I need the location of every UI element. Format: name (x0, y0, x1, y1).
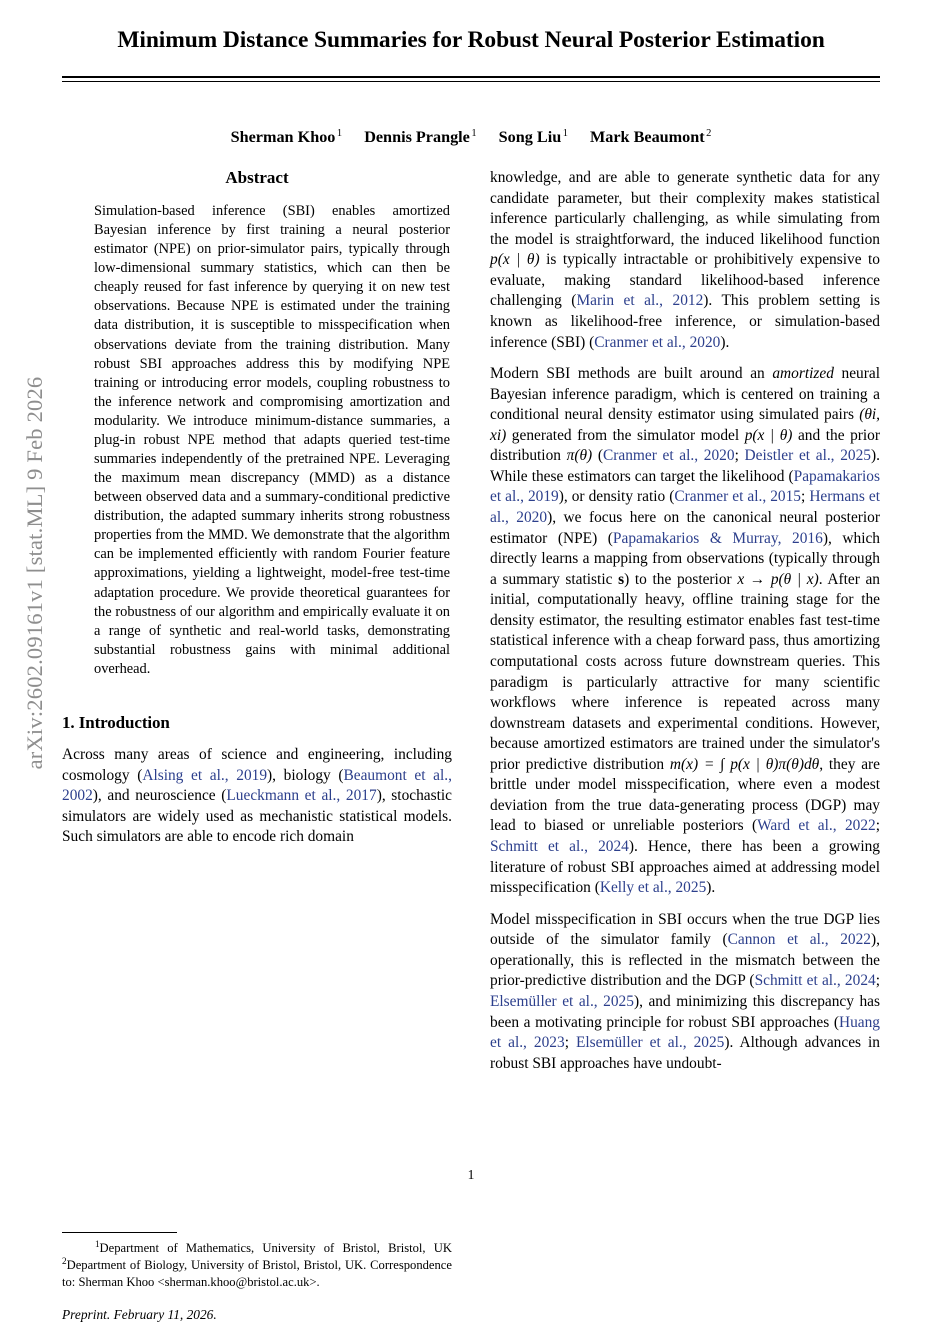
left-column (62, 168, 453, 1322)
inline-math: π(θ) (566, 447, 593, 465)
citation-link[interactable]: Elsemüller et al., 2025 (575, 1034, 725, 1052)
citation-link[interactable]: Cannon et al., 2022 (727, 931, 872, 949)
inline-math: x → p(θ | x) (737, 570, 819, 588)
citation-link[interactable]: Elsemüller et al., 2025 (490, 992, 634, 1010)
footnote-text-2: Department of Biology, University of Bristol, Bristol, UK. Correspondence to: Sherman Khoo <sherman.khoo@bristol.ac.uk>. (62, 1258, 452, 1289)
author-name: Mark Beaumont (590, 127, 705, 146)
right-column (490, 168, 880, 1085)
title-divider (62, 76, 880, 81)
text-run: neural Bayesian inference paradigm, which is centered on training a conditional neural density estimator using simulated pairs (490, 365, 880, 424)
citation-link[interactable]: Papamakarios & Murray, 2016 (612, 529, 823, 547)
citation-link[interactable]: Huang et al., 2023 (490, 1013, 880, 1052)
citation-link[interactable]: Ward et al., 2022 (757, 817, 876, 835)
author-entry (231, 128, 343, 146)
author-name: Sherman Khoo (230, 127, 336, 146)
footnote-text-1: Department of Mathematics, University of Bristol, Bristol, UK (99, 1241, 452, 1256)
citation-link[interactable]: Schmitt et al., 2024 (754, 972, 876, 990)
paper-page (62, 0, 881, 1322)
author-entry (499, 128, 568, 146)
author-affiliation-marker: 1 (336, 127, 343, 139)
author-affiliation-marker: 1 (471, 127, 477, 139)
citation-link[interactable]: Cranmer et al., 2020 (603, 447, 735, 465)
intro-paragraph-1 (62, 745, 452, 848)
footnote-block (62, 1232, 452, 1323)
right-paragraph-1 (490, 168, 880, 353)
text-run: Model misspecification in SBI occurs when the true DGP lies outside of the simulator family ( (490, 910, 880, 949)
text-run: ), stochastic simulators are widely used as mechanistic statistical models. Such simulators are able to encode rich domain (62, 787, 453, 846)
text-run: ), operationally, this is reflected in the mismatch between the prior-predictive distribution and the DGP ( (490, 931, 880, 990)
citation-link[interactable]: Papamakarios et al., 2019 (490, 467, 880, 506)
citation-link[interactable]: Marin et al., 2012 (576, 292, 704, 310)
text-run: ) to the posterior (624, 570, 738, 588)
footnote-divider (62, 1232, 177, 1233)
text-run: ; (564, 1034, 576, 1052)
author-entry (590, 128, 711, 146)
text-run: ). (706, 879, 716, 897)
inline-math: s (618, 570, 625, 588)
text-run: ), biology ( (267, 766, 344, 784)
title-block (62, 0, 880, 147)
citation-link[interactable]: Deistler et al., 2025 (744, 447, 871, 465)
text-run: generated from the simulator model (506, 426, 745, 444)
text-run: and the prior distribution (490, 426, 880, 465)
page-number: 1 (467, 1167, 475, 1182)
text-run: ). This problem setting is known as likelihood-free inference, or simulation-based inference (SBI) ( (490, 292, 880, 351)
author-name: Dennis Prangle (364, 127, 470, 146)
text-run: Modern SBI methods are built around an (490, 365, 773, 383)
author-affiliation-marker: 1 (562, 127, 568, 139)
citation-link[interactable]: Cranmer et al., 2020 (594, 333, 721, 351)
two-column-body (62, 168, 881, 1322)
text-run: ). Although advances in robust SBI approaches have undoubt- (490, 1034, 880, 1072)
arxiv-identifier-stamp: arXiv:2602.09161v1 [stat.ML] 9 Feb 2026 (22, 376, 47, 770)
text-run: ; (801, 488, 810, 506)
text-run: is typically intractable or prohibitively expensive to evaluate, making standard likelihood-based inference challenging ( (490, 251, 880, 310)
footnote-affiliations (62, 1239, 452, 1290)
footnote-marker-2: 2 (62, 1256, 67, 1267)
section-heading-introduction: 1. Introduction (62, 712, 170, 732)
right-paragraph-2 (490, 364, 880, 899)
inline-math: (θi, xi) (490, 406, 880, 444)
emphasis-amortized: amortized (772, 365, 834, 383)
citation-link[interactable]: Beaumont et al., 2002 (62, 766, 452, 805)
text-run: ( (592, 447, 603, 465)
citation-link[interactable]: Alsing et al., 2019 (142, 766, 268, 784)
text-run: ; (734, 447, 745, 465)
text-run: ), or density ratio ( (558, 488, 675, 506)
right-paragraph-3 (490, 910, 880, 1075)
author-entry (364, 128, 476, 146)
abstract-heading: Abstract (225, 168, 289, 187)
inline-math: m(x) = ∫ p(x | θ)π(θ)dθ (669, 755, 820, 773)
page-title: Minimum Distance Summaries for Robust Neural Posterior Estimation (117, 27, 825, 53)
text-run: ). While these estimators can target the likelihood ( (490, 447, 880, 485)
inline-math: p(x | θ) (490, 251, 540, 269)
text-run: ), which directly learns a mapping from observations (typically through a summary statistic (490, 529, 880, 588)
author-affiliation-marker: 2 (706, 127, 712, 139)
author-name: Song Liu (498, 127, 562, 146)
text-run: ; (875, 817, 881, 835)
citation-link[interactable]: Lueckmann et al., 2017 (226, 787, 377, 805)
footnote-marker-1: 1 (94, 1239, 100, 1249)
text-run: ), and minimizing this discrepancy has been a motivating principle for robust SBI approaches ( (490, 992, 880, 1031)
text-run: , they are brittle under model misspecification, where even a modest deviation from the true data-generating process (DGP) may lead to biased or unreliable posteriors ( (490, 755, 881, 835)
text-run: ). Hence, there has been a growing literature of robust SBI approaches aimed at addressing model misspecification ( (490, 838, 880, 897)
text-run: ), and neuroscience ( (92, 787, 227, 805)
citation-link[interactable]: Kelly et al., 2025 (599, 879, 707, 897)
text-run: ), we focus here on the canonical neural posterior estimator (NPE) ( (490, 509, 880, 547)
text-run: . After an initial, computationally heavy, offline training stage for the density estimator, the resulting estimator enables fast test-time statistical inference with a cheap forward pass, thus amortizing computational costs across future downstream queries. This paradigm is particularly attractive for many scientific workflows where inference is repeated across many downstream datasets and experimental conditions. However, because amortized estimators are trained under the simulator's prior predictive distribution (490, 570, 880, 773)
text-run: ). (720, 333, 730, 351)
citation-link[interactable]: Schmitt et al., 2024 (490, 838, 629, 855)
preprint-notice: Preprint. February 11, 2026. (62, 1306, 217, 1322)
text-run: knowledge, and are able to generate synthetic data for any candidate parameter, but their complexity makes statistical inference particularly challenging, as while simulating from the model is straightforward, the induced likelihood function (490, 169, 880, 248)
citation-link[interactable]: Cranmer et al., 2015 (674, 488, 802, 506)
abstract-text: Simulation-based inference (SBI) enables amortized Bayesian inference by first training a neural posterior estimator (NPE) on prior-simulator pairs, typically through low-dimensional summary statistics, which can then be cheaply reused for fast inference by querying it on new test observations. Because NPE is estimated under the training data distribution, it is susceptible to misspecification when observations deviate from the training distribution. Many robust SBI approaches address this by modifying NPE training or introducing error models, coupling robustness to the inference network and compromising amortization and modularity. We introduce minimum-distance summaries, a plug-in robust NPE method that adapts queried test-time summaries independently of the pretrained NPE. Leveraging the maximum mean discrepancy (MMD) as a distance between observed data and a summary-conditional predictive distribution, the adapted summary inherits strong robustness properties from the MMD. We demonstrate that the algorithm can be implemented efficiently with random Fourier feature approximations, yielding a lightweight, model-free test-time adaptation procedure. We provide theoretical guarantees for the robustness of our algorithm and empirically evaluate it on a range of synthetic and real-world tasks, demonstrating substantial robustness gains with minimal additional overhead. (94, 203, 450, 677)
citation-link[interactable]: Hermans et al., 2020 (490, 488, 880, 526)
author-list (62, 128, 880, 147)
text-run: Across many areas of science and engineering, including cosmology ( (62, 745, 452, 784)
text-run: ; (875, 972, 880, 990)
inline-math: p(x | θ) (744, 426, 793, 444)
